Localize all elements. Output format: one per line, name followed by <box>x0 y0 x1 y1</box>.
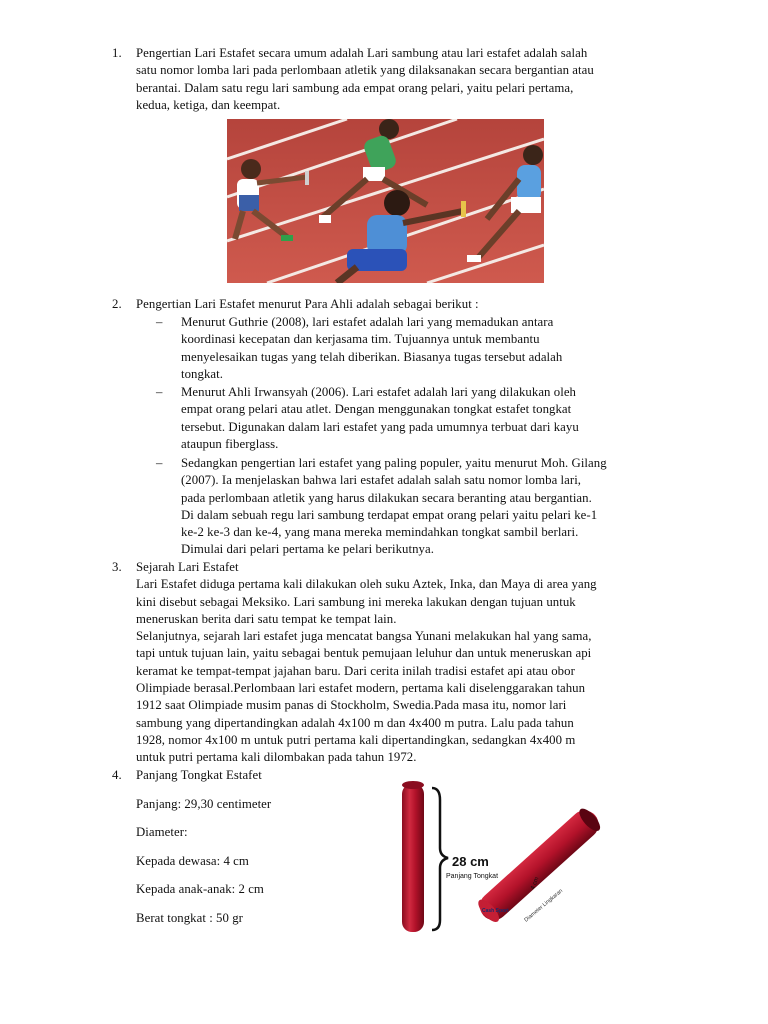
bullet-dash: – <box>156 315 163 329</box>
text-line: kedua, ketiga, dan keempat. <box>136 97 281 112</box>
text-line: 1928, nomor 4x100 m untuk putri pertama kali dipertandingkan, sedangkan 4x400 m <box>136 732 576 747</box>
text-line: Lari Estafet diduga pertama kali dilakukan oleh suku Aztek, Inka, dan Maya di area yang <box>136 577 597 592</box>
text-line: berantai. Dalam satu regu lari sambung ada empat orang pelari, yaitu pelari pertama, <box>136 80 574 95</box>
text-line: tongkat. <box>181 366 223 381</box>
text-line: Menurut Ahli Irwansyah (2006). Lari estafet adalah lari yang dilakukan oleh <box>181 385 576 399</box>
section-3-text <box>136 559 676 767</box>
spec-diameter: Diameter: <box>136 825 188 839</box>
text-line: meneruskan berita dari satu tempat ke tempat lain. <box>136 611 397 626</box>
baton-length-caption: Panjang Tongkat <box>446 873 499 880</box>
section-3-title: Sejarah Lari Estafet <box>136 560 239 574</box>
bullet-dash: – <box>156 456 163 470</box>
text-line: Dimulai dari pelari pertama ke pelari berikutnya. <box>181 542 434 557</box>
relay-baton-image <box>394 770 610 942</box>
spec-diameter-child: Kepada anak-anak: 2 cm <box>136 882 264 896</box>
text-line: pada perlombaan atletik yang harus dilakukan secara beranting atau bergantian. <box>181 490 592 505</box>
list-number-2: 2. <box>112 297 122 311</box>
relay-baton-figure <box>394 770 610 942</box>
text-line: Pengertian Lari Estafet secara umum adalah Lari sambung atau lari estafet adalah salah <box>136 46 588 60</box>
text-line: satu nomor lomba lari pada perlombaan atletik yang dilaksanakan secara bergantian atau <box>136 63 594 78</box>
text-line: tapi untuk tujuan lain, yaitu sebagai bentuk pemujaan leluhur dan untuk meneruskan api <box>136 646 592 661</box>
section-4-title: Panjang Tongkat Estafet <box>136 768 262 782</box>
text-line: menyelesaikan tugas yang telah diberikan. Biasanya tugas tersebut adalah <box>181 349 563 364</box>
baton-diameter-label: 4 cm <box>530 876 541 891</box>
text-line: Sedangkan pengertian lari estafet yang paling populer, yaitu menurut Moh. Gilang <box>181 456 607 470</box>
text-line: tersebut. Digunakan dalam lari estafet yang pada umumnya terbuat dari kayu <box>181 419 579 434</box>
list-number-3: 3. <box>112 560 122 574</box>
spec-length: Panjang: 29,30 centimeter <box>136 797 272 811</box>
text-line: ke-2 ke-3 dan ke-4, yang mana mereka memindahkan tongkat sambil berlari. <box>181 525 579 540</box>
bullet-guthrie <box>181 314 681 383</box>
relay-race-photo <box>227 119 544 283</box>
text-line: Olimpiade berasal.Perlombaan lari estafet modern, pertama kali diselenggarakan tahun <box>136 681 586 696</box>
list-number-1: 1. <box>112 46 122 60</box>
brand-label: Cash Sport <box>482 908 509 914</box>
text-line: keramat ke tempat-tempat jajahan baru. Dari cerita inilah tradisi estafet api atau obor <box>136 663 575 678</box>
section-1-text <box>136 45 676 114</box>
relay-race-image <box>227 119 544 283</box>
text-line: Menurut Guthrie (2008), lari estafet adalah lari yang memadukan antara <box>181 315 554 329</box>
text-line: 1912 saat Olimpiade musim panas di Stockholm, Swedia.Pada masa itu, nomor lari <box>136 698 567 713</box>
text-line: ataupun fiberglass. <box>181 436 279 451</box>
text-line: kini disebut sebagai Meksiko. Lari sambung ini mereka lakukan dengan tujuan untuk <box>136 594 576 609</box>
baton-diameter-caption: Diameter Lingkaran <box>523 888 565 924</box>
text-line: Selanjutnya, sejarah lari estafet juga mencatat bangsa Yunani melakukan hal yang sama, <box>136 629 592 644</box>
text-line: Di dalam sebuah regu lari sambung terdapat empat orang pelari yaitu pelari ke-1 <box>181 507 598 522</box>
text-line: untuk putri pertama kali dilombakan pada tahun 1972. <box>136 750 417 765</box>
text-line: koordinasi kecepatan dan kerjasama tim. Tujuannya untuk membantu <box>181 332 540 347</box>
text-line: sambung yang dipertandingkan adalah 4x100 m dan 4x400 m putra. Lalu pada tahun <box>136 715 574 730</box>
section-2-intro: Pengertian Lari Estafet menurut Para Ahli adalah sebagai berikut : <box>136 297 479 311</box>
bullet-dash: – <box>156 385 163 399</box>
baton-length-label: 28 cm <box>452 854 489 869</box>
spec-weight: Berat tongkat : 50 gr <box>136 911 243 925</box>
bullet-gilang <box>181 455 681 559</box>
text-line: (2007). Ia menjelaskan bahwa lari estafet adalah salah satu nomor lomba lari, <box>181 473 582 488</box>
spec-diameter-adult: Kepada dewasa: 4 cm <box>136 854 249 868</box>
text-line: empat orang pelari atau atlet. Dengan menggunakan tongkat estafet tongkat <box>181 402 572 417</box>
list-number-4: 4. <box>112 768 122 782</box>
bullet-irwansyah <box>181 384 681 453</box>
